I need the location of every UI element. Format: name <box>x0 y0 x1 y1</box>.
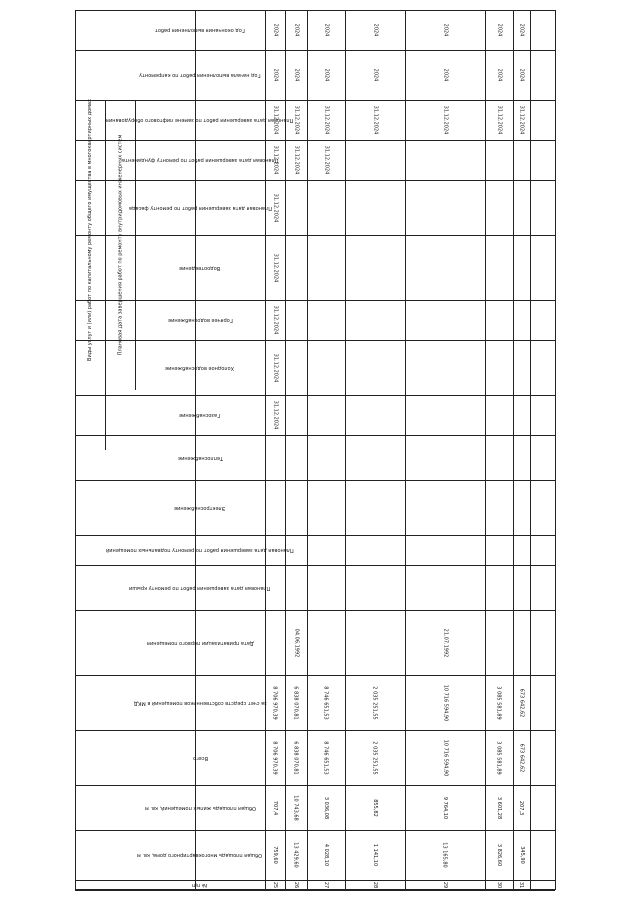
cell-date: 31.12.2024 <box>518 105 525 135</box>
cell-y1: 2024 <box>292 68 299 82</box>
cell-owners: 6 838 070,81 <box>293 685 299 720</box>
cell-total: 13 429,60 <box>293 842 300 868</box>
header-col_d_base: Плановая дата завершения работ по ремонту подвальных помещений <box>106 547 294 553</box>
cell-cost: 10 716 594,90 <box>442 739 448 776</box>
grid-line <box>75 890 555 891</box>
cell-owners: 3 085 581,89 <box>496 685 502 720</box>
grid-line <box>555 10 556 890</box>
header-col_total_cost: Всего <box>192 754 208 761</box>
cell-date: 31.12.2024 <box>293 105 300 135</box>
cell-date: 31.12.2024 <box>272 253 279 282</box>
cell-y2: 2024 <box>441 23 448 37</box>
header-col_d_gas: Газоснабжение <box>179 412 221 418</box>
cell-date: 31.12.2024 <box>496 105 503 135</box>
header-col_d_sewer: Водоотведение <box>179 264 221 271</box>
header-col_lift_start: Год начала выполнения работ по капремонту <box>139 72 261 78</box>
cell-y1: 2024 <box>322 68 329 82</box>
header-col_d_hot: Горячее водоснабжение <box>167 317 233 323</box>
cell-y1: 2024 <box>271 68 278 82</box>
cell-cost: 8 706 970,39 <box>272 740 278 775</box>
cell-y1: 2024 <box>441 68 448 82</box>
cell-living: 207,3 <box>518 800 525 815</box>
cell-date: 31.12.2024 <box>322 145 329 175</box>
cell-total: 13 165,80 <box>441 842 448 868</box>
header-col_lift_end: Год окончания выполнения работ <box>155 27 245 33</box>
cell-date: 31.12.2024 <box>272 145 279 175</box>
cell-y2: 2024 <box>371 23 378 37</box>
cell-y2: 2024 <box>292 23 299 37</box>
cell-cost: 8 746 651,53 <box>323 740 329 775</box>
cell-date: 31.12.2024 <box>293 145 300 175</box>
header-col_d_elec: Электроснабжение <box>174 504 226 511</box>
cell-n: 25 <box>272 881 278 889</box>
cell-cost: 3 085 581,89 <box>496 740 502 775</box>
cell-living: 855,82 <box>372 798 378 817</box>
cell-cost: 6 838 070,81 <box>293 740 299 775</box>
cell-date: 31.12.2024 <box>371 105 378 135</box>
cell-date: 31.12.2024 <box>272 105 279 135</box>
cell-owners: 2 035 251,55 <box>372 685 378 720</box>
cell-living: 9 764,10 <box>441 796 448 819</box>
header-col_d_cold: Холодное водоснабжение <box>165 364 235 371</box>
cell-owners: 10 716 594,90 <box>442 684 448 721</box>
cell-cost: 2 035 251,55 <box>372 740 378 775</box>
cell-privat: 21.07.1992 <box>441 628 448 657</box>
cell-living: 707,4 <box>271 800 278 815</box>
cell-total: 3 826,60 <box>495 843 502 867</box>
cell-owners: 8 746 651,53 <box>323 685 329 720</box>
header-col_nnum: № п/п <box>192 882 208 888</box>
cell-y2: 2024 <box>518 23 525 37</box>
cell-n: 28 <box>372 881 378 889</box>
cell-y1: 2024 <box>371 68 378 82</box>
cell-y2: 2024 <box>322 23 329 37</box>
header-col_living_area: Общая площадь жилых помещений, кв. м <box>144 804 256 811</box>
cell-date: 31.12.2024 <box>272 305 279 335</box>
cell-total: 345,90 <box>518 846 525 864</box>
cell-total: 1 141,10 <box>371 843 378 867</box>
cell-cost: 673 642,62 <box>518 743 525 772</box>
header-col_d_found: Плановая дата завершения работ по ремонту фундамента <box>121 157 279 163</box>
cell-y2: 2024 <box>495 23 502 37</box>
cell-y2: 2024 <box>271 23 278 37</box>
cell-date: 31.12.2024 <box>322 105 329 135</box>
header-col_d_facade: Плановая дата завершения работ по ремонту фасада <box>128 204 272 211</box>
cell-total: 4 028,10 <box>322 843 329 867</box>
cell-date: 31.12.2024 <box>441 105 448 135</box>
cell-living: 10 743,68 <box>293 794 300 821</box>
header-col_owners: за счет средств собственников помещений в МКД <box>133 699 267 706</box>
cell-living: 3 036,08 <box>322 796 329 819</box>
cell-n: 26 <box>293 881 299 889</box>
cell-date: 31.12.2024 <box>272 400 279 430</box>
header-group-works: Виды услуг и (или) работ по капитальному ремонту общего имущества в многоквартирных домах <box>87 99 93 361</box>
header-col_total_area: Общая площадь многоквартирного дома, кв. м <box>137 852 263 858</box>
header-group-dates: Плановая дата завершения работ по ремонту внутридомовых инженерных систем <box>117 134 124 356</box>
cell-date: 31.12.2024 <box>272 193 279 222</box>
cell-privat: 04.06.1992 <box>293 628 300 657</box>
cell-owners: 8 706 970,39 <box>272 685 278 720</box>
header-col_d_roof: Плановая дата завершения работ по ремонту крыши <box>129 584 271 591</box>
header-col_d_heat: Теплоснабжение <box>177 454 223 461</box>
cell-n: 31 <box>518 881 525 889</box>
cell-n: 29 <box>442 881 448 889</box>
register-table <box>75 10 585 890</box>
cell-n: 30 <box>496 881 502 889</box>
cell-n: 27 <box>323 881 329 889</box>
cell-owners: 673 642,62 <box>518 688 525 717</box>
cell-living: 3 601,28 <box>495 796 502 819</box>
cell-y1: 2024 <box>495 68 502 82</box>
header-col_privat: Дата приватизации первого помещения <box>146 639 254 646</box>
header-col_d_lift: Плановая дата завершения работ по замене лифтового оборудования <box>106 117 294 123</box>
cell-date: 31.12.2024 <box>272 353 279 382</box>
grid-line <box>530 10 531 890</box>
cell-y1: 2024 <box>518 68 525 82</box>
cell-total: 759,60 <box>272 846 278 864</box>
